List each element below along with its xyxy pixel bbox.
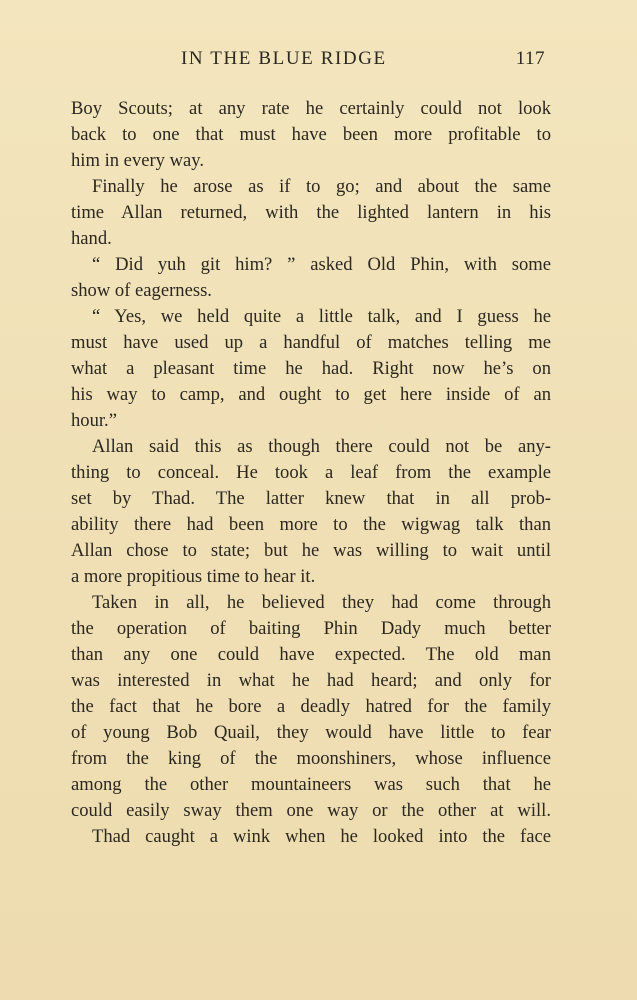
text-line: him in every way. xyxy=(71,150,205,171)
text-line: Thad caught a wink when he looked into the face xyxy=(92,826,551,847)
text-line: Allan chose to state; but he was willing to wait until xyxy=(71,540,551,561)
page-number: 117 xyxy=(515,48,545,69)
text-line: the operation of baiting Phin Dady much better xyxy=(71,618,551,639)
text-line: Finally he arose as if to go; and about the same xyxy=(92,176,551,197)
text-line: back to one that must have been more profitable to xyxy=(71,124,551,145)
text-line: ability there had been more to the wigwag talk than xyxy=(71,514,551,535)
text-line: Taken in all, he believed they had come through xyxy=(92,592,551,613)
text-line: of young Bob Quail, they would have little to fear xyxy=(71,722,551,743)
text-line: “ Yes, we held quite a little talk, and I guess he xyxy=(92,306,551,327)
text-line: the fact that he bore a deadly hatred for the family xyxy=(71,696,551,717)
page-header xyxy=(73,48,545,76)
text-line: hour.” xyxy=(71,410,117,431)
text-line: his way to camp, and ought to get here inside of an xyxy=(71,384,551,405)
text-line: set by Thad. The latter knew that in all prob- xyxy=(71,488,551,509)
text-line: a more propitious time to hear it. xyxy=(71,566,316,587)
text-line: hand. xyxy=(71,228,112,249)
text-line: could easily sway them one way or the other at will. xyxy=(71,800,551,821)
text-line: show of eagerness. xyxy=(71,280,212,301)
body-text xyxy=(71,96,551,850)
text-line: thing to conceal. He took a leaf from the example xyxy=(71,462,551,483)
text-line: Allan said this as though there could not be any- xyxy=(92,436,551,457)
text-line: among the other mountaineers was such that he xyxy=(71,774,551,795)
text-line: what a pleasant time he had. Right now he’s on xyxy=(71,358,551,379)
running-head: IN THE BLUE RIDGE xyxy=(181,48,387,69)
text-line: “ Did yuh git him? ” asked Old Phin, with some xyxy=(92,254,551,275)
text-line: Boy Scouts; at any rate he certainly could not look xyxy=(71,98,551,119)
text-line: time Allan returned, with the lighted lantern in his xyxy=(71,202,551,223)
text-line: was interested in what he had heard; and only for xyxy=(71,670,551,691)
text-line: must have used up a handful of matches telling me xyxy=(71,332,551,353)
text-line: from the king of the moonshiners, whose influence xyxy=(71,748,551,769)
text-line: than any one could have expected. The old man xyxy=(71,644,551,665)
